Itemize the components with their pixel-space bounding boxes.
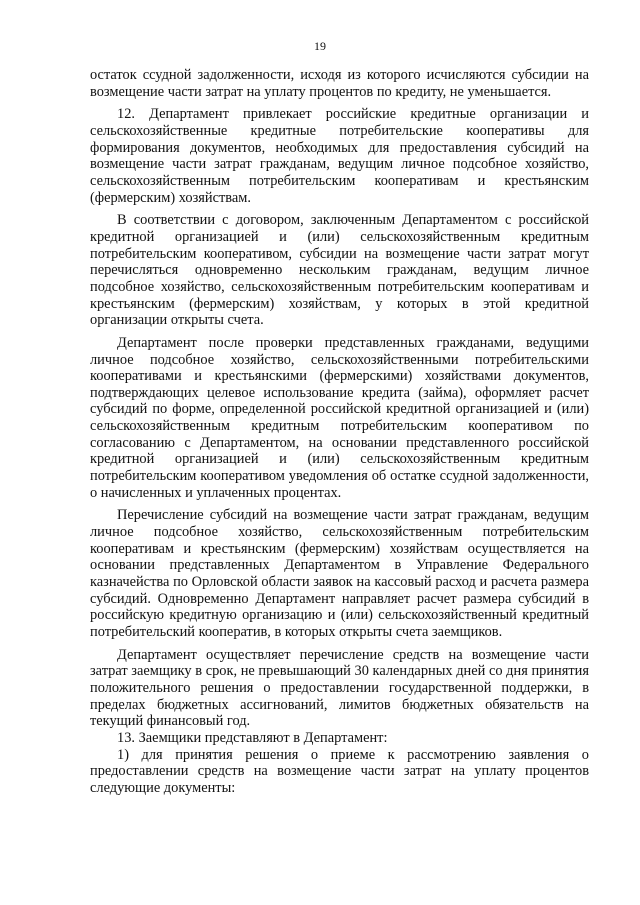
paragraph-subsidy-transfer: Перечисление субсидий на возмещение части затрат гражданам, ведущим личное подсобное хозяйство, сельскохозяйственным потребительским кооперативам и крестьянским (фермерским) хозяйствам осуществляется на основании представленных Департаментом в Управление Федерального казначейства по Орловской области заявок на кассовый расход и расчета размера субсидий. Одновременно Департамент направляет расчет размера субсидий в российскую кредитную организацию и (или) сельскохозяйственный кредитный потребительский кооператив, в которых открыты счета заемщиков. xyxy=(90,507,589,640)
paragraph-item-12: 12. Департамент привлекает российские кредитные организации и сельскохозяйственные кредитные потребительские кооперативы для формирования документов, необходимых для предоставления субсидий на возмещение части затрат гражданам, ведущим личное подсобное хозяйство, сельскохозяйственным потребительским кооперативам и крестьянским (фермерским) хозяйствам. xyxy=(90,106,589,206)
paragraph-contract-transfers: В соответствии с договором, заключенным Департаментом с российской кредитной организацией и (или) сельскохозяйственным кредитным потребительским кооперативом, субсидии на возмещение части затрат могут перечисляться одновременно нескольким гражданам, ведущим личное подсобное хозяйство, сельскохозяйственным потребительским кооперативам и крестьянским (фермерским) хозяйствам, у которых в этой кредитной организации открыты счета. xyxy=(90,212,589,329)
paragraph-transfer-deadline: Департамент осуществляет перечисление средств на возмещение части затрат заемщику в срок, не превышающий 30 календарных дней со дня принятия положительного решения о предоставлении государственной поддержки, в пределах бюджетных ассигнований, лимитов бюджетных обязательств на текущий финансовый год. xyxy=(90,646,589,730)
paragraph-item-13: 13. Заемщики представляют в Департамент: xyxy=(117,729,388,746)
paragraph-subsidy-calculation: Департамент после проверки представленных гражданами, ведущими личное подсобное хозяйство, сельскохозяйственными потребительскими кооперативами и крестьянскими (фермерскими) хозяйствами документов, подтверждающих целевое использование кредита (займа), оформляет расчет субсидий по форме, определенной российской кредитной организацией и (или) сельскохозяйственным кредитным потребительским кооперативом по согласованию с Департаментом, на основании представленного российской кредитной организацией и (или) сельскохозяйственным кредитным потребительским кооперативом уведомления об остатке ссудной задолженности, о начисленных и уплаченных процентах. xyxy=(90,334,589,501)
document-body xyxy=(90,67,589,797)
paragraph-continuation: остаток ссудной задолженности, исходя из которого исчисляются субсидии на возмещение части затрат на уплату процентов по кредиту, не уменьшается. xyxy=(90,67,589,100)
page-number: 19 xyxy=(314,39,326,53)
paragraph-subitem-1: 1) для принятия решения о приеме к рассмотрению заявления о предоставлении средств на возмещение части затрат на уплату процентов следующие документы: xyxy=(90,746,589,796)
